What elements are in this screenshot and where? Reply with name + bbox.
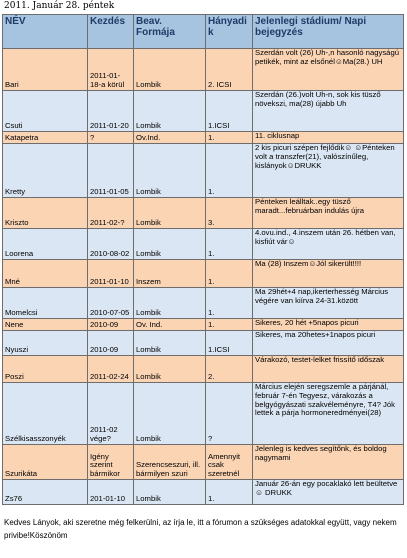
cell-attempt: 1.ICSI (206, 91, 253, 132)
cell-attempt: 1. (206, 319, 253, 331)
cell-name: Nene (3, 319, 88, 331)
column-header-hanyadik: Hányadik (206, 15, 253, 49)
cell-treatment-type: Lombik (134, 356, 206, 383)
table-row (3, 445, 404, 480)
cell-attempt: 1. (206, 132, 253, 144)
cell-status: Ma (28) Inszem☺Jól sikerült!!!! (253, 260, 404, 288)
cell-start-date: 2011-01-20 (88, 91, 134, 132)
cell-treatment-type: Szerencseszuri, ill. bármilyen szuri (134, 445, 206, 480)
cell-treatment-type: Lombik (134, 229, 206, 260)
column-header-nev: NÉV (3, 15, 88, 49)
cell-status: Sikeres, 20 hét +5napos picuri (253, 319, 404, 331)
cell-start-date: 2010-09 (88, 331, 134, 356)
cell-name: Szurikáta (3, 445, 88, 480)
cell-start-date: 201-01-10 (88, 480, 134, 505)
cell-name: Kretty (3, 144, 88, 198)
cell-status: 11. ciklusnap (253, 132, 404, 144)
cell-attempt: Amennyit csak szeretnél (206, 445, 253, 480)
cell-status: 4.ovu.ind., 4.inszem után 26. hétben van, kisfiút vár☺ (253, 229, 404, 260)
cell-treatment-type: Inszem (134, 260, 206, 288)
cell-status: 2 kis picuri szépen fejlődik☺ ☺Pénteken volt a transzfer(21), valószínűleg, kislányok☺DRUKK (253, 144, 404, 198)
list-table (2, 14, 404, 505)
cell-treatment-type: Lombik (134, 198, 206, 229)
cell-start-date: 2010-09 (88, 319, 134, 331)
cell-name: Nyuszi (3, 331, 88, 356)
cell-status: Várakozó, testet-lelket frissítő időszak (253, 356, 404, 383)
cell-name: Csuti (3, 91, 88, 132)
column-header-stadium: Jelenlegi stádium/ Napi bejegyzés (253, 15, 404, 49)
table-row (3, 132, 404, 144)
cell-name: Mné (3, 260, 88, 288)
cell-start-date: ? (88, 132, 134, 144)
cell-treatment-type: Ov.Ind. (134, 132, 206, 144)
table-row (3, 356, 404, 383)
cell-name: Katapetra (3, 132, 88, 144)
cell-status: Január 26-án egy pocaklakó lett beültetve☺ DRUKK (253, 480, 404, 505)
cell-status: Szerdán (26.)volt Uh-n, sok kis tüsző növekszi, ma(28) újabb Uh (253, 91, 404, 132)
cell-start-date: 2010-07-05 (88, 288, 134, 319)
cell-start-date: 2011-02 vége? (88, 383, 134, 445)
cell-attempt: 1. (206, 229, 253, 260)
cell-start-date: 2011-02-? (88, 198, 134, 229)
cell-status: Pénteken leálltak..egy tüsző maradt...februárban indulás újra (253, 198, 404, 229)
cell-treatment-type: Lombik (134, 144, 206, 198)
cell-treatment-type: Lombik (134, 288, 206, 319)
column-header-kezdes: Kezdés (88, 15, 134, 49)
cell-name: Szélkisasszonyék (3, 383, 88, 445)
table-row (3, 144, 404, 198)
table-row (3, 229, 404, 260)
cell-treatment-type: Lombik (134, 331, 206, 356)
table-row (3, 288, 404, 319)
cell-start-date: 2011-02-24 (88, 356, 134, 383)
table-row (3, 319, 404, 331)
cell-status: Jelenleg is kedves segítőnk, és boldog nagymami (253, 445, 404, 480)
cell-treatment-type: Lombik (134, 91, 206, 132)
cell-attempt: 1.ICSI (206, 331, 253, 356)
cell-name: Poszi (3, 356, 88, 383)
cell-start-date: 2010-08-02 (88, 229, 134, 260)
cell-start-date: 2011-01-18-a körül (88, 49, 134, 91)
cell-attempt: 3. (206, 198, 253, 229)
header-row (3, 15, 404, 49)
document-date: 2011. Január 28. péntek (4, 1, 115, 11)
cell-name: Loorena (3, 229, 88, 260)
table-row (3, 260, 404, 288)
cell-status: Ma 29hét+4 nap,ikerterhesség Március végére van kiírva 24-31.között (253, 288, 404, 319)
table-row (3, 383, 404, 445)
cell-status: Március elején seregszemle a párjánál, február 7-én Tegyesz, várakozás a belgyógyászati szakvéleményre, T4? Jók lettek a párja hormoneredményei(28) (253, 383, 404, 445)
cell-attempt: 1. (206, 260, 253, 288)
cell-start-date: 2011-01-05 (88, 144, 134, 198)
cell-start-date: 2011-01-10 (88, 260, 134, 288)
table-row (3, 91, 404, 132)
cell-status: Szerdán volt (26) Uh-,n hasonló nagyságú petikék, mint az elsőnél☺Ma(28.) UH (253, 49, 404, 91)
cell-name: Kriszto (3, 198, 88, 229)
cell-treatment-type: Lombik (134, 49, 206, 91)
table-row (3, 480, 404, 505)
cell-treatment-type: Ov. Ind. (134, 319, 206, 331)
cell-start-date: Igény szerint bármikor (88, 445, 134, 480)
cell-name: Momelcsi (3, 288, 88, 319)
cell-name: Bari (3, 49, 88, 91)
cell-attempt: 1. (206, 480, 253, 505)
cell-attempt: 1. (206, 144, 253, 198)
cell-attempt: 2. ICSI (206, 49, 253, 91)
table-row (3, 198, 404, 229)
cell-status: Sikeres, ma 20hetes+1napos picuri (253, 331, 404, 356)
cell-treatment-type: Lombik (134, 480, 206, 505)
cell-treatment-type: Lombik (134, 383, 206, 445)
cell-name: Zs76 (3, 480, 88, 505)
table-row (3, 49, 404, 91)
column-header-forma: Beav. Formája (134, 15, 206, 49)
table-row (3, 331, 404, 356)
cell-attempt: 2. (206, 356, 253, 383)
cell-attempt: 1. (206, 288, 253, 319)
cell-attempt: ? (206, 383, 253, 445)
footer-note: Kedves Lányok, aki szeretne még felkerülni, az írja le, itt a fórumon a szükséges adatokkal együtt, vagy nekem privibe!Köszönöm (4, 518, 397, 540)
